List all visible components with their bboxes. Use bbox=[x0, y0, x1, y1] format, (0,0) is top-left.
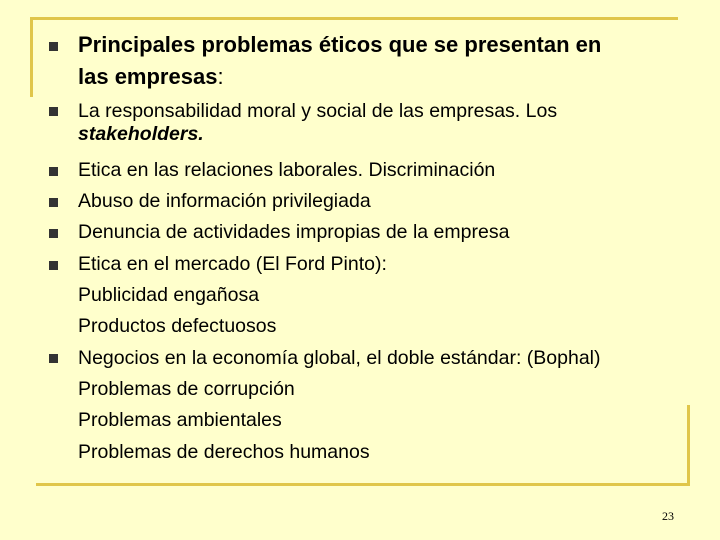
heading-colon: : bbox=[217, 64, 224, 89]
list-item-continuation: Problemas de corrupción bbox=[78, 378, 295, 400]
heading-line-2: las empresas bbox=[78, 64, 218, 89]
slide-frame-bottom bbox=[36, 483, 690, 486]
list-item-continuation: Problemas ambientales bbox=[78, 409, 282, 431]
bullet-square-icon bbox=[49, 42, 58, 51]
list-item: Negocios en la economía global, el doble estándar: (Bophal) bbox=[78, 347, 601, 369]
list-item: Etica en el mercado (El Ford Pinto): bbox=[78, 253, 387, 275]
slide-heading bbox=[78, 29, 601, 93]
bullet-square-icon bbox=[49, 354, 58, 363]
page-number: 23 bbox=[662, 509, 674, 523]
bullet-square-icon bbox=[49, 198, 58, 207]
list-item: Abuso de información privilegiada bbox=[78, 190, 371, 212]
bullet-square-icon bbox=[49, 261, 58, 270]
bullet-square-icon bbox=[49, 229, 58, 238]
heading-line-1: Principales problemas éticos que se presentan en bbox=[78, 32, 602, 57]
list-item: La responsabilidad moral y social de las empresas. Los bbox=[78, 100, 558, 122]
bullet-square-icon bbox=[49, 167, 58, 176]
slide-frame-top bbox=[30, 17, 678, 20]
list-item-continuation: Problemas de derechos humanos bbox=[78, 441, 370, 463]
list-item: Denuncia de actividades impropias de la empresa bbox=[78, 221, 510, 243]
bullet-square-icon bbox=[49, 107, 58, 116]
slide-frame-left bbox=[30, 17, 33, 97]
list-item-continuation: Publicidad engañosa bbox=[78, 284, 260, 306]
list-item: Etica en las relaciones laborales. Discriminación bbox=[78, 159, 496, 181]
slide-frame-right bbox=[687, 405, 690, 486]
list-item-continuation: stakeholders. bbox=[78, 123, 204, 145]
list-item-continuation: Productos defectuosos bbox=[78, 315, 277, 337]
